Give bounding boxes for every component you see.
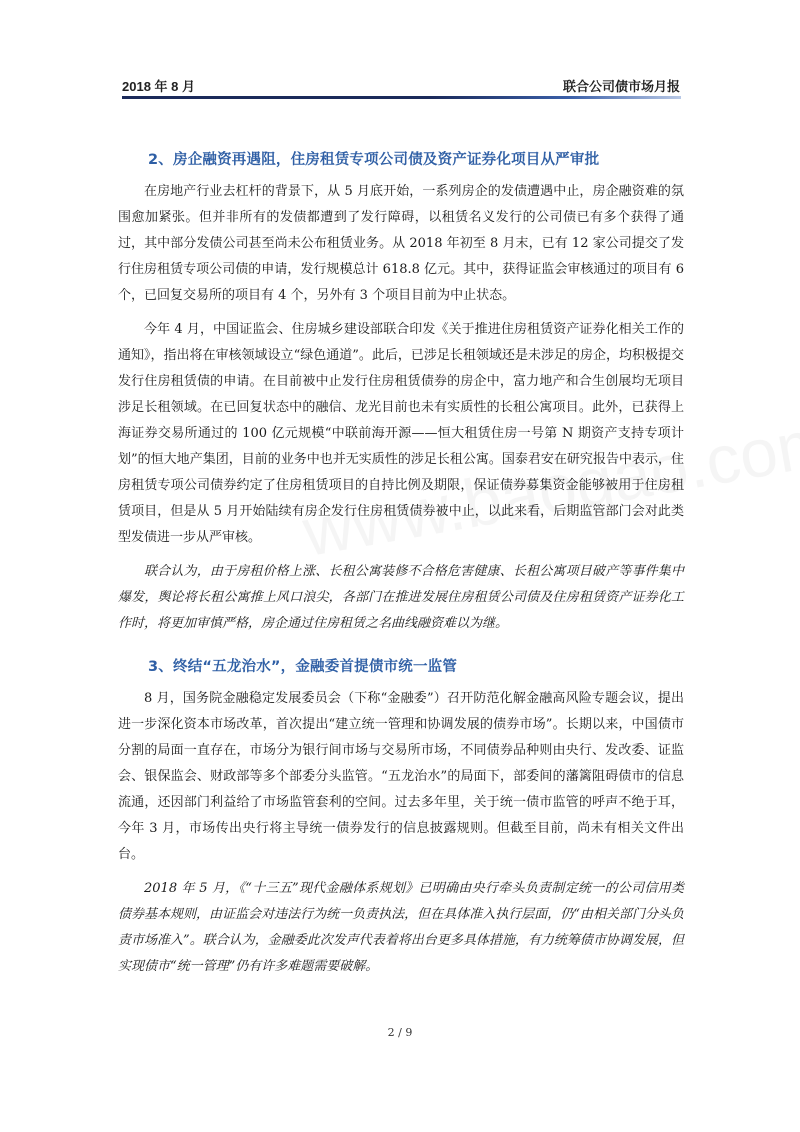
lianhe-comment: 2018 年 5 月，《“十三五”现代金融体系规划》已明确由央行牵头负责制定统一的公司信用类债券基本规则，由证监会对违法行为统一负责执法，但在具体准入执行层面，仍“由相关部门分头负责市场准入”。联合认为，金融委此次发声代表着将出台更多具体措施，有力统筹债市协调发展，但实现债市“统一管理”仍有许多难题需要破解。: [118, 881, 684, 974]
page-header: [122, 68, 680, 96]
paragraph: 8 月，国务院金融稳定发展委员会（下称“金融委”）召开防范化解金融高风险专题会议，提出进一步深化资本市场改革，首次提出“建立统一管理和协调发展的债券市场”。长期以来，中国债市分割的局面一直存在，市场分为银行间市场与交易所市场，不同债券品种则由央行、发改委、证监会、银保监会、财政部等多个部委分头监管。“五龙治水”的局面下，部委间的藩篱阻碍债市的信息流通，还因部门利益给了市场监管套利的空间。过去多年里，关于统一债市监管的呼声不绝于耳，今年 3 月，市场传出央行将主导统一债券发行的信息披露规则。但截至目前，尚未有相关文件出台。: [118, 691, 684, 862]
section-housing-rental: [118, 148, 684, 637]
lianhe-comment: 联合认为，由于房租价格上涨、长租公寓装修不合格危害健康、长租公寓项目破产等事件集中爆发，舆论将长租公寓推上风口浪尖，各部门在推进发展住房租赁公司债及住房租赁资产证券化工作时，将更加审慎严格，房企通过住房租赁之名曲线融资难以为继。: [118, 564, 684, 631]
paragraph: 在房地产行业去杠杆的背景下，从 5 月底开始，一系列房企的发债遭遇中止，房企融资难的氛围愈加紧张。但并非所有的发债都遭到了发行障碍，以租赁名义发行的公司债已有多个获得了通过，其中部分发债公司甚至尚未公布租赁业务。从 2018 年初至 8 月末，已有 12 家公司提交了发行住房租赁专项公司债的申请，发行规模总计 618.8 亿元。其中，获得证监会审核通过的项目有 6 个，已回复交易所的项目有 4 个，另外有 3 个项目目前为中止状态。: [118, 184, 684, 303]
header-rule: [122, 96, 681, 99]
section-heading: 3、终结“五龙治水”，金融委首提债市统一监管: [148, 659, 458, 675]
page-body: [118, 148, 684, 980]
section-unified-supervision: [118, 655, 684, 980]
paragraph: 今年 4 月，中国证监会、住房城乡建设部联合印发《关于推进住房租赁资产证券化相关工作的通知》，指出将在审核领域设立“绿色通道”。此后，已涉足长租领域还是未涉足的房企，均积极提交发行住房租赁债的申请。在目前被中止发行住房租赁债券的房企中，富力地产和合生创展均无项目涉足长租领域。在已回复状态中的融信、龙光目前也未有实质性的长租公寓项目。此外，已获得上海证券交易所通过的 100 亿元规模“中联前海开源——恒大租赁住房一号第 N 期资产支持专项计划”的恒大地产集团，目前的业务中也并无实质性的涉足长租公寓。国泰君安在研究报告中表示，住房租赁专项公司债券约定了住房租赁项目的自持比例及期限，保证债券募集资金能够被用于住房租赁项目，但是从 5 月开始陆续有房企发行住房租赁债券被中止，以此来看，后期监管部门会对此类型发债进一步从严审核。: [118, 322, 684, 545]
report-date: 2018 年 8 月: [122, 79, 195, 94]
section-heading: 2、房企融资再遇阻，住房租赁专项公司债及资产证券化项目从严审批: [148, 152, 600, 168]
report-title: 联合公司债市场月报: [562, 79, 680, 94]
page-number: 2 / 9: [387, 1026, 413, 1039]
